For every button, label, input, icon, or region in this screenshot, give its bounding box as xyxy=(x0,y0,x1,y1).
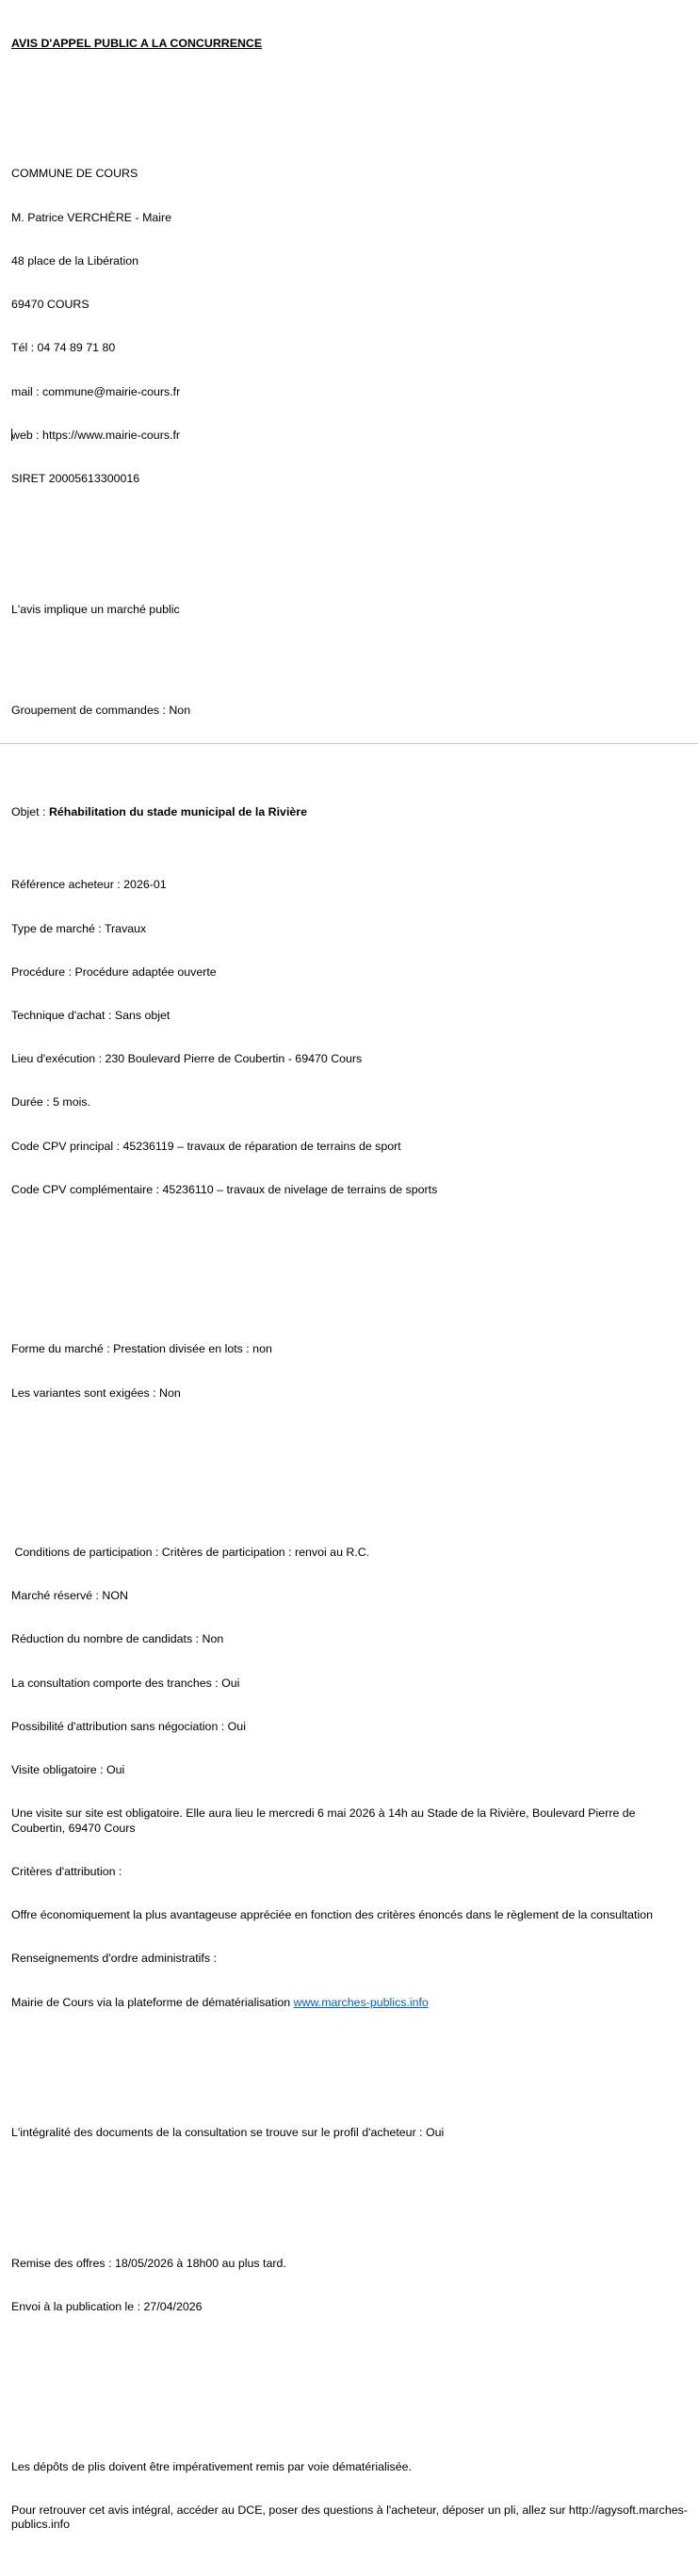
spacer xyxy=(11,646,688,660)
detail-line: Code CPV principal : 45236119 – travaux de réparation de terrains de sport xyxy=(11,1139,401,1153)
condition-line: Offre économiquement la plus avantageuse appréciée en fonction des critères énoncés dans le règlement de la consultation xyxy=(11,1908,653,1922)
buyer-mail[interactable]: mail : commune@mairie-cours.fr xyxy=(11,384,181,398)
spacer xyxy=(11,1459,688,1473)
condition-line: La consultation comporte des tranches : Oui xyxy=(11,1676,240,1690)
spacer xyxy=(11,544,688,559)
closing-line: Les dépôts de plis doivent être impérativement remis par voie dématérialisée. xyxy=(11,2459,412,2473)
spacer xyxy=(11,80,688,94)
buyer-siret: SIRET 20005613300016 xyxy=(11,471,140,485)
detail-line: Référence acheteur : 2026-01 xyxy=(11,878,167,892)
buyer-block xyxy=(11,138,688,516)
bottom-divider xyxy=(0,743,698,744)
detail-line: Technique d'achat : Sans objet xyxy=(11,1008,170,1022)
detail-line: Durée : 5 mois. xyxy=(11,1095,91,1110)
object-label: Objet : xyxy=(11,805,49,819)
buyer-web[interactable]: web : https://www.mairie-cours.fr xyxy=(11,428,181,442)
condition-line: Une visite sur site est obligatoire. Elle aura lieu le mercredi 6 mai 2026 à 14h au Stade de la Rivière, Boulevard Pierre de Coubertin, 69470 Cours xyxy=(11,1806,640,1835)
spacer xyxy=(11,2169,688,2183)
detail-line: Lieu d'exécution : 230 Boulevard Pierre de Coubertin - 69470 Cours xyxy=(11,1052,363,1066)
detail-line: Procédure : Procédure adaptée ouverte xyxy=(11,964,217,979)
platform-link[interactable]: www.marches-publics.info xyxy=(293,1995,429,2009)
buyer-name: COMMUNE DE COURS xyxy=(11,167,138,181)
buyer-representative: M. Patrice VERCHÈRE - Maire xyxy=(11,210,172,224)
conditions-block xyxy=(11,1516,688,2039)
documents-text: L'intégralité des documents de la consultation se trouve sur le profil d'acheteur : Oui xyxy=(11,2126,445,2140)
form-line: Forme du marché : Prestation divisée en lots : non xyxy=(11,1342,272,1356)
details-block xyxy=(11,850,688,1227)
condition-line: Marché réservé : NON xyxy=(11,1589,128,1603)
condition-line: Conditions de participation : Critères de participation : renvoi au R.C. xyxy=(11,1545,370,1559)
condition-line: Critères d'attribution : xyxy=(11,1864,122,1878)
condition-line: Visite obligatoire : Oui xyxy=(11,1763,125,1777)
condition-line: Réduction du nombre de candidats : Non xyxy=(11,1632,224,1646)
date-line: Envoi à la publication le : 27/04/2026 xyxy=(11,2300,203,2314)
buyer-city: 69470 COURS xyxy=(11,298,89,312)
object-line xyxy=(11,805,688,819)
condition-line: Possibilité d'attribution sans négociation : Oui xyxy=(11,1719,246,1733)
spacer xyxy=(11,2068,688,2082)
dates-block xyxy=(11,2228,688,2343)
intro-text: L'avis implique un marché public xyxy=(11,602,180,616)
object-value: Réhabilitation du stade municipal de la Rivière xyxy=(48,805,307,819)
grouping-text: Groupement de commandes : Non xyxy=(11,704,191,718)
notice-title: AVIS D'APPEL PUBLIC A LA CONCURRENCE xyxy=(11,36,263,50)
detail-line: Code CPV complémentaire : 45236110 – travaux de nivelage de terrains de sports xyxy=(11,1182,438,1196)
spacer xyxy=(11,748,688,762)
closing-line: Pour retrouver cet avis intégral, accéder au DCE, poser des questions à l'acheteur, déposer un pli, allez sur http://agysoft.marches-publics.info xyxy=(11,2503,688,2532)
buyer-phone: Tél : 04 74 89 71 80 xyxy=(11,341,116,355)
platform-text: Mairie de Cours via la plateforme de dématérialisation xyxy=(11,1995,294,2009)
spacer xyxy=(11,1256,688,1270)
detail-line: Type de marché : Travaux xyxy=(11,921,147,935)
date-line: Remise des offres : 18/05/2026 à 18h00 au plus tard. xyxy=(11,2256,286,2270)
buyer-street: 48 place de la Libération xyxy=(11,253,139,267)
closing-block xyxy=(11,2431,688,2562)
form-block xyxy=(11,1313,688,1429)
notice-document xyxy=(11,8,688,2576)
spacer xyxy=(11,2373,688,2387)
platform-line xyxy=(11,1996,688,2010)
form-line: Les variantes sont exigées : Non xyxy=(11,1385,181,1400)
condition-line: Renseignements d'ordre administratifs : xyxy=(11,1952,217,1966)
buyer-web-line[interactable] xyxy=(11,429,688,443)
